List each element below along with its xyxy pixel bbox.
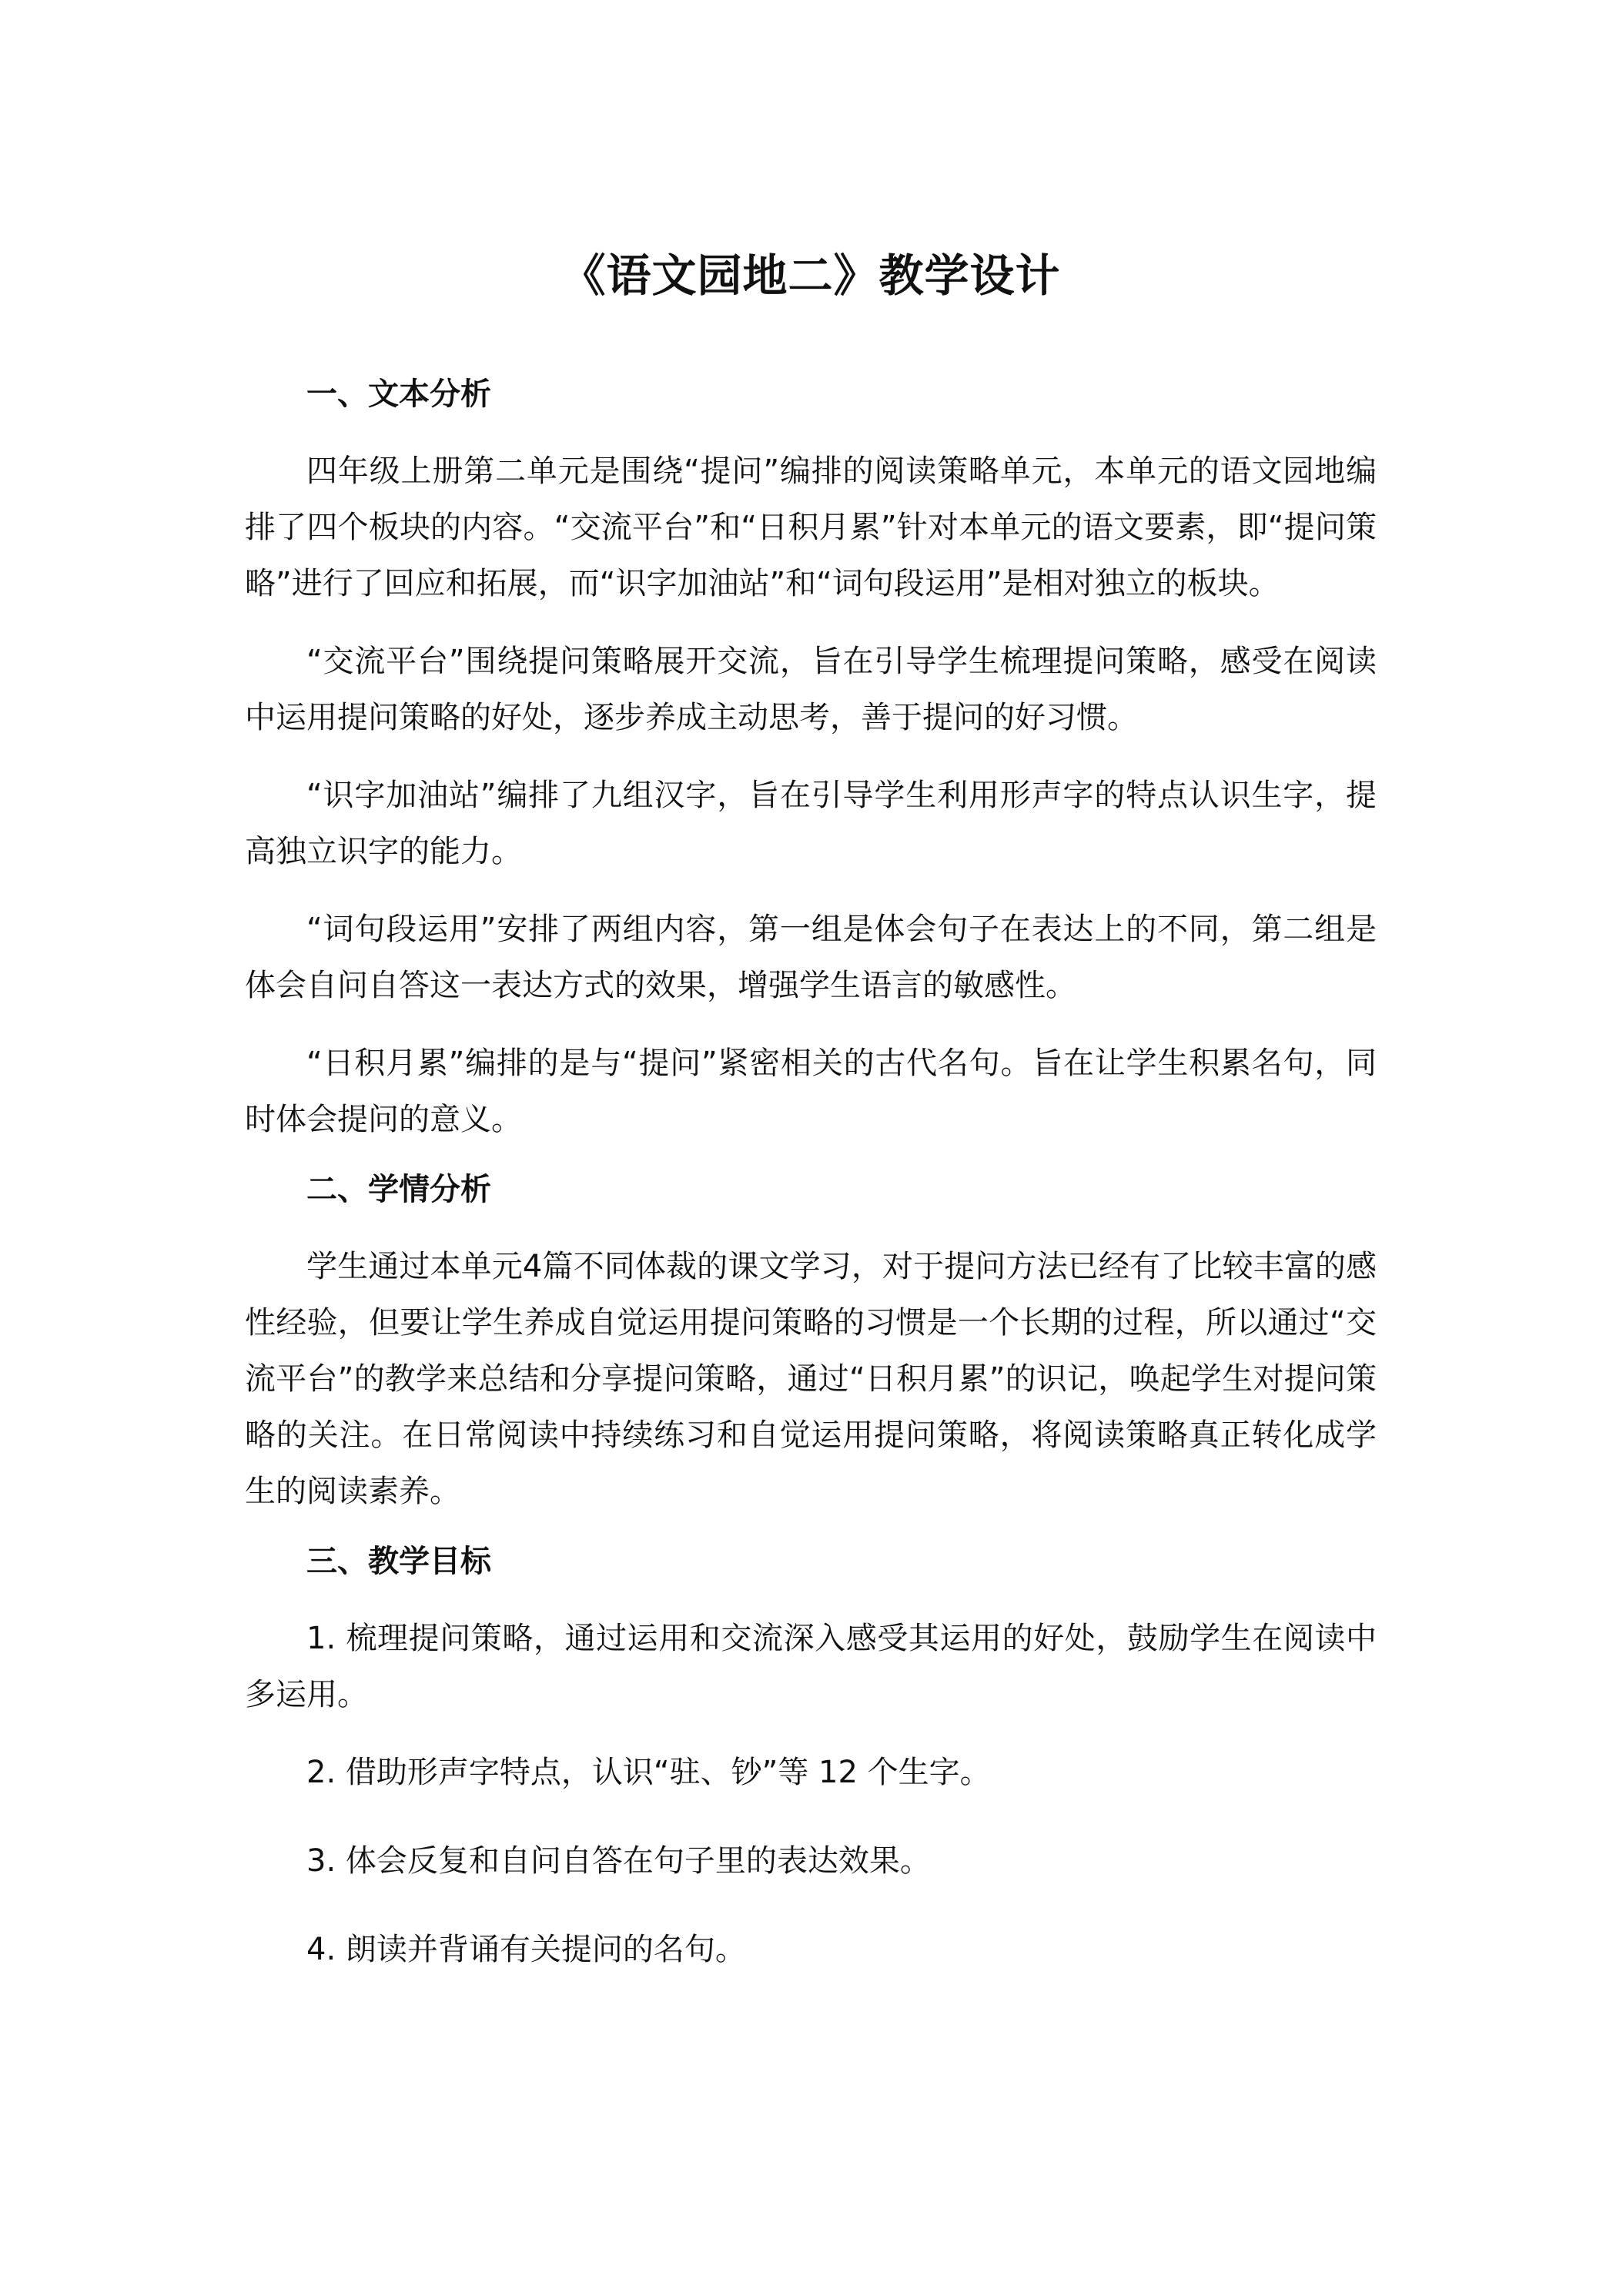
paragraph: 四年级上册第二单元是围绕“提问”编排的阅读策略单元，本单元的语文园地编排了四个板块的内容。“交流平台”和“日积月累”针对本单元的语文要素，即“提问策略”进行了回应和拓展，而“识字加油站”和“词句段运用”是相对独立的板块。 (245, 454, 1377, 601)
goal-item: 3. 体会反复和自问自答在句子里的表达效果。 (306, 1843, 931, 1879)
document-title: 《语文园地二》教学设计 (561, 249, 1061, 302)
paragraph: 学生通过本单元4篇不同体裁的课文学习，对于提问方法已经有了比较丰富的感性经验，但要让学生养成自觉运用提问策略的习惯是一个长期的过程，所以通过“交流平台”的教学来总结和分享提问策略，通过“日积月累”的识记，唤起学生对提问策略的关注。在日常阅读中持续练习和自觉运用提问策略，将阅读策略真正转化成学生的阅读素养。 (245, 1249, 1377, 1509)
paragraph: “识字加油站”编排了九组汉字，旨在引导学生利用形声字的特点认识生字，提高独立识字的能力。 (245, 778, 1377, 869)
paragraph: “交流平台”围绕提问策略展开交流，旨在引导学生梳理提问策略，感受在阅读中运用提问策略的好处，逐步养成主动思考，善于提问的好习惯。 (245, 644, 1377, 735)
paragraph: “日积月累”编排的是与“提问”紧密相关的古代名句。旨在让学生积累名句，同时体会提问的意义。 (245, 1046, 1377, 1137)
goal-item: 2. 借助形声字特点，认识“驻、钞”等 12 个生字。 (306, 1755, 991, 1790)
paragraph: “词句段运用”安排了两组内容，第一组是体会句子在表达上的不同，第二组是体会自问自答这一表达方式的效果，增强学生语言的敏感性。 (245, 912, 1377, 1003)
section-heading: 三、教学目标 (306, 1544, 491, 1579)
section-learner-analysis (245, 1170, 1377, 1520)
document-body (245, 245, 1377, 2010)
goal-item: 4. 朗读并背诵有关提问的名句。 (306, 1932, 746, 1967)
section-text-analysis (245, 374, 1377, 1148)
goal-item: 1. 梳理提问策略，通过运用和交流深入感受其运用的好处，鼓励学生在阅读中多运用。 (245, 1621, 1377, 1712)
section-heading: 二、学情分析 (306, 1172, 491, 1207)
section-heading: 一、文本分析 (306, 377, 491, 412)
section-teaching-goals (245, 1541, 1377, 1978)
